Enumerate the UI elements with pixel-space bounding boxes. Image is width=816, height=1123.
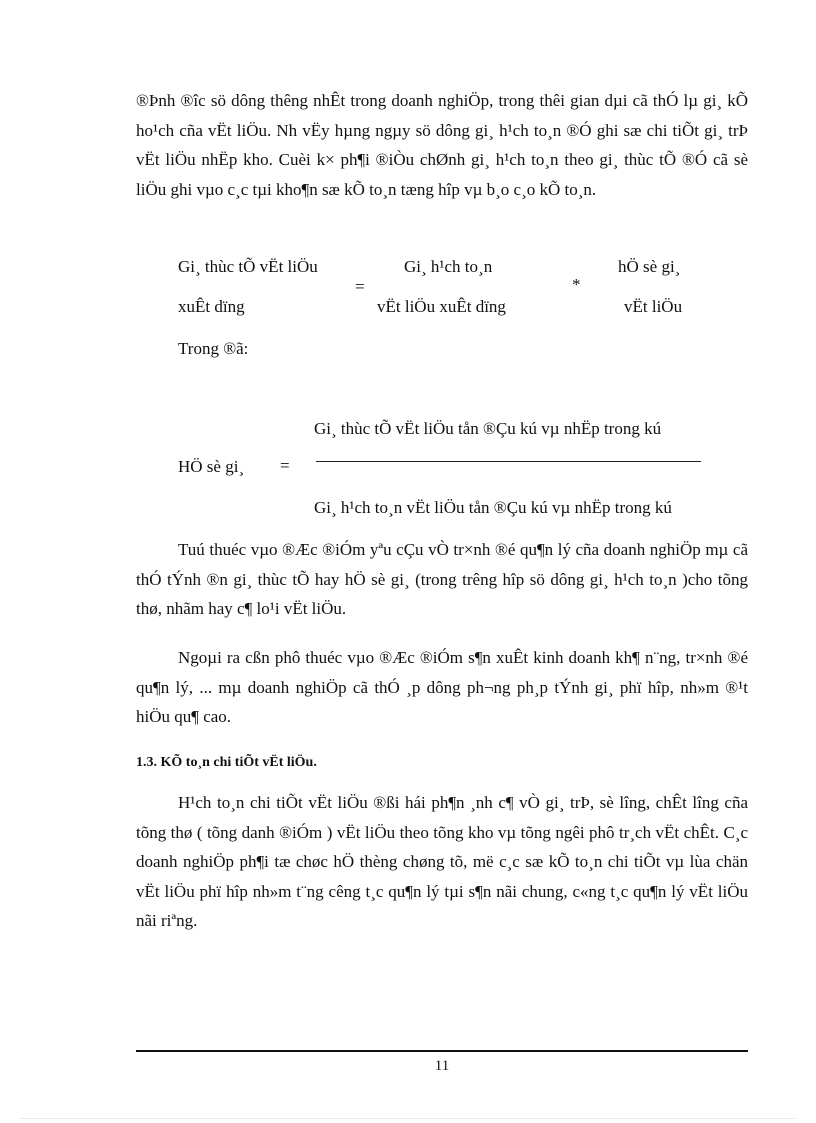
- formula-numerator: Gi¸ thùc tÕ vËt liÖu tån ®Çu kú vµ nhËp trong kú: [314, 419, 662, 438]
- paragraph-intro: ®Þnh ®îc sö dông thêng nhÊt trong doanh nghiÖp, trong thêi gian dµi cã thÓ lµ gi¸ kÕ ho¹ch cña vËt liÖu. Nh vËy hµng ngµy sö dông gi¸ h¹ch to¸n ®Ó ghi sæ chi tiÕt gi¸ trÞ vËt liÖu nhËp kho. Cuèi k× ph¶i ®iÒu chØnh gi¸ h¹ch to¸n theo gi¸ thùc tÕ ®Ó cã sè liÖu ghi vµo c¸c tµi kho¶n sæ kÕ to¸n tæng hîp vµ b¸o c¸o kÕ to¸n.: [136, 91, 748, 199]
- formula-denominator: Gi¸ h¹ch to¸n vËt liÖu tån ®Çu kú vµ nhËp trong kú: [314, 498, 672, 517]
- paragraph-detail-accounting: H¹ch to¸n chi tiÕt vËt liÖu ®ßi hái ph¶n ¸nh c¶ vÒ gi¸ trÞ, sè lîng, chÊt lîng cña tõng thø ( tõng danh ®iÓm ) vËt liÖu theo tõng kho vµ tõng ngêi phô tr¸ch vËt chÊt. C¸c doanh nghiÖp ph¶i tæ chøc hÖ thèng chøng tõ, më c¸c sæ kÕ to¸n chi tiÕt vµ lùa chän vËt liÖu phï hîp nh»m t¨ng cêng t¸c qu¶n lý tµi s¶n nãi chung, c«ng t¸c qu¶n lý vËt liÖu nãi riªng.: [136, 793, 748, 930]
- formula-equals-sign: =: [355, 277, 365, 296]
- formula-term-coefficient-1: hÖ sè gi¸: [618, 257, 681, 276]
- section-heading: 1.3. KÕ to¸n chi tiÕt vËt liÖu.: [136, 755, 317, 770]
- formula-equals-sign: =: [280, 456, 290, 475]
- formula-lhs: HÖ sè gi¸: [178, 457, 245, 476]
- formula-multiply-sign: *: [572, 275, 581, 294]
- formula-term-coefficient-2: vËt liÖu: [624, 297, 683, 316]
- where-label: Trong ®ã:: [178, 339, 249, 358]
- formula-term-planned-price-1: Gi¸ h¹ch to¸n: [404, 257, 493, 276]
- fraction-bar: [316, 461, 701, 462]
- formula-term-actual-price-1: Gi¸ thùc tÕ vËt liÖu: [178, 257, 318, 276]
- page-bottom-edge: [20, 1118, 796, 1119]
- footer-divider: [136, 1050, 748, 1052]
- paragraph-depends: Tuú thuéc vµo ®Æc ®iÓm yªu cÇu vÒ tr×nh ®é qu¶n lý cña doanh nghiÖp mµ cã thÓ tÝnh ®n gi¸ thùc tÕ hay hÖ sè gi¸ (trong trêng hîp sö dông gi¸ h¹ch to¸n )cho tõng thø, nhãm hay c¶ lo¹i vËt liÖu.: [136, 540, 748, 618]
- page-number: 11: [434, 1058, 450, 1074]
- formula-term-actual-price-2: xuÊt dïng: [178, 297, 245, 316]
- paragraph-besides: Ngoµi ra cßn phô thuéc vµo ®Æc ®iÓm s¶n xuÊt kinh doanh kh¶ n¨ng, tr×nh ®é qu¶n lý, ... mµ doanh nghiÖp cã thÓ ¸p dông ph¬ng ph¸p tÝnh gi¸ phï hîp, nh»m ®¹t hiÖu qu¶ cao.: [136, 648, 748, 726]
- formula-term-planned-price-2: vËt liÖu xuÊt dïng: [377, 297, 506, 316]
